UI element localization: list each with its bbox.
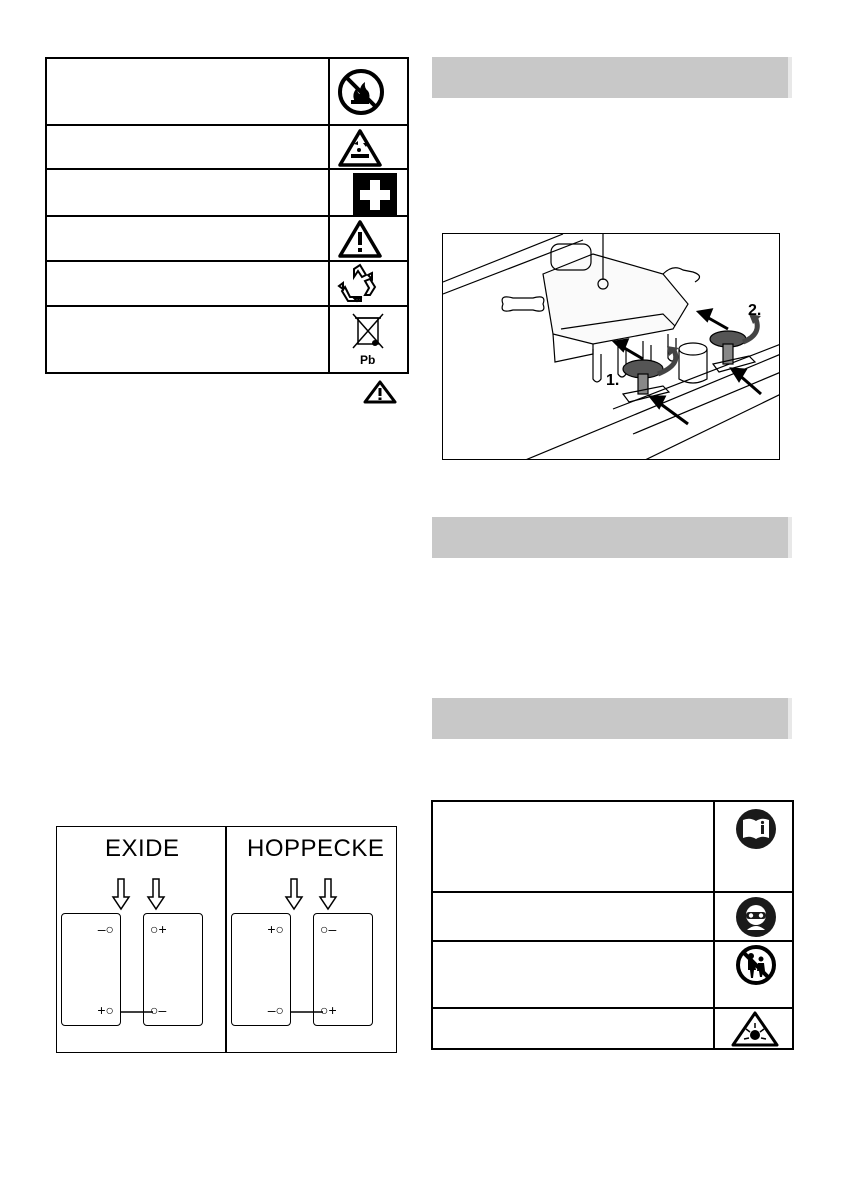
battery-polarity-panel — [56, 826, 397, 1053]
step-label-2: 2. — [748, 302, 762, 319]
terminal-label: –○ — [97, 921, 114, 937]
clamp-mounting-drawing — [443, 234, 780, 460]
safety-row-manual — [433, 802, 792, 893]
eye-protection-icon — [735, 896, 777, 938]
brand-exide: EXIDE — [105, 835, 180, 862]
corrosive-warning-icon — [337, 128, 383, 168]
down-arrow-icon — [148, 879, 164, 909]
down-arrow-icon — [286, 879, 302, 909]
crossed-bin-pb-icon — [345, 310, 391, 368]
keep-children-away-icon — [735, 944, 777, 986]
general-warning-icon — [337, 219, 383, 259]
down-arrow-icons — [57, 877, 398, 913]
down-arrow-icon — [113, 879, 129, 909]
terminal-label: ○– — [150, 1002, 167, 1018]
safety-row-eye — [433, 893, 792, 942]
read-manual-icon — [735, 808, 777, 850]
safety-row-explosive — [433, 1009, 792, 1050]
explosive-warning-icon — [731, 1011, 779, 1047]
first-aid-cross-icon — [352, 172, 398, 218]
symbol-row-no-fire — [47, 59, 407, 126]
step-label-1: 1. — [606, 372, 620, 389]
symbol-row-disposal — [47, 307, 407, 372]
section-header-2 — [432, 517, 792, 561]
symbol-table — [45, 57, 409, 374]
section-header-1 — [432, 57, 792, 101]
cell-connectors — [57, 1007, 398, 1017]
terminal-label: +○ — [267, 921, 284, 937]
symbol-row-recycling — [47, 262, 407, 307]
section-header-3 — [432, 698, 792, 742]
pb-label: Pb — [360, 353, 376, 367]
terminal-label: ○+ — [320, 1002, 337, 1018]
recycling-icon — [337, 263, 383, 306]
symbol-row-corrosive — [47, 126, 407, 170]
panel-divider — [225, 827, 227, 1052]
brand-hoppecke: HOPPECKE — [247, 835, 385, 862]
terminal-label: ○+ — [150, 921, 167, 937]
mounting-illustration — [442, 233, 780, 460]
terminal-label: ○– — [320, 921, 337, 937]
symbol-row-first-aid — [47, 170, 407, 217]
no-smoking-flame-icon — [337, 68, 385, 116]
symbol-row-warning — [47, 217, 407, 262]
safety-row-children — [433, 942, 792, 1009]
terminal-label: +○ — [97, 1002, 114, 1018]
down-arrow-icon — [320, 879, 336, 909]
terminal-label: –○ — [267, 1002, 284, 1018]
safety-table — [431, 800, 794, 1050]
warning-triangle-icon — [363, 380, 397, 404]
